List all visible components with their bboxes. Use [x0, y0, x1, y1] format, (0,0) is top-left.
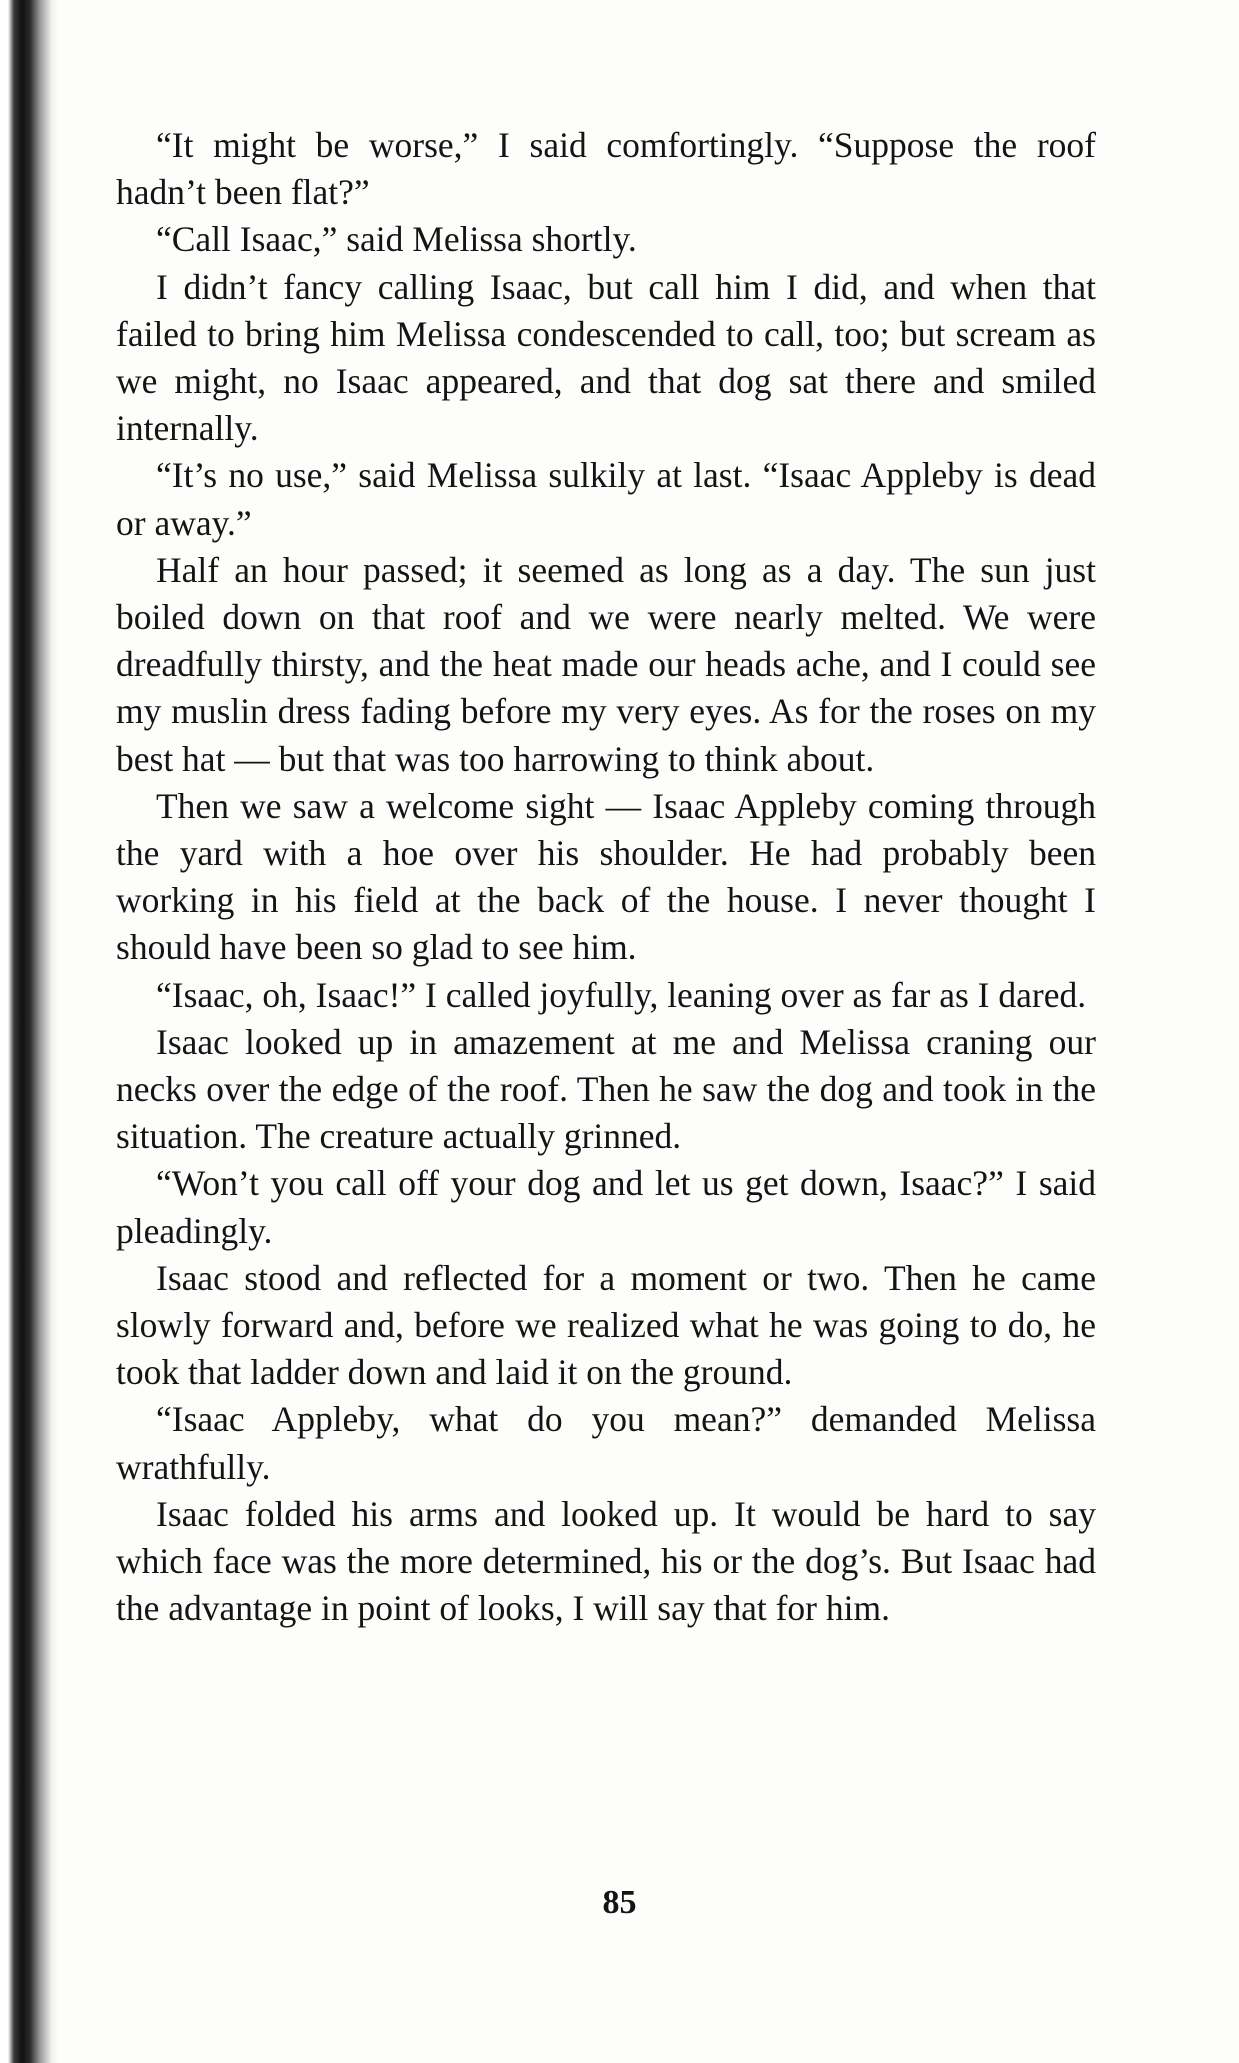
- paragraph: I didn’t fancy calling Isaac, but call him I did, and when that failed to bring him Melissa condescended to call, too; but scream as we might, no Isaac appeared, and that dog sat there and smiled internally.: [116, 266, 1096, 449]
- paragraph: Isaac looked up in amazement at me and Melissa craning our necks over the edge of the roof. Then he saw the dog and took in the situation. The creature actually grinned.: [116, 1021, 1096, 1157]
- page-number: 85: [602, 1884, 637, 1921]
- paragraph: Then we saw a welcome sight — Isaac Appleby coming through the yard with a hoe over his shoulder. He had probably been working in his field at the back of the house. I never thought I should have been so glad to see him.: [116, 785, 1096, 968]
- paragraph: “Isaac, oh, Isaac!” I called joyfully, leaning over as far as I dared.: [156, 974, 1087, 1015]
- body-text: [116, 122, 1096, 1633]
- paragraph: Isaac stood and reflected for a moment or two. Then he came slowly forward and, before we realized what he was going to do, he took that ladder down and laid it on the ground.: [116, 1257, 1096, 1393]
- paragraph: Half an hour passed; it seemed as long as a day. The sun just boiled down on that roof and we were nearly melted. We were dreadfully thirsty, and the heat made our heads ache, and I could see my muslin dress fading before my very eyes. As for the roses on my best hat — but that was too harrowing to think about.: [116, 549, 1096, 779]
- binding-gutter-shadow: [0, 0, 58, 2063]
- paragraph: “It might be worse,” I said comfortingly. “Suppose the roof hadn’t been flat?”: [116, 125, 1096, 213]
- paragraph: “Call Isaac,” said Melissa shortly.: [156, 219, 637, 260]
- paragraph: “Isaac Appleby, what do you mean?” demanded Melissa wrathfully.: [116, 1399, 1096, 1487]
- paragraph: “It’s no use,” said Melissa sulkily at last. “Isaac Appleby is dead or away.”: [116, 455, 1096, 543]
- paragraph: “Won’t you call off your dog and let us get down, Isaac?” I said pleadingly.: [116, 1163, 1096, 1251]
- paragraph: Isaac folded his arms and looked up. It would be hard to say which face was the more determined, his or the dog’s. But Isaac had the advantage in point of looks, I will say that for him.: [116, 1493, 1096, 1629]
